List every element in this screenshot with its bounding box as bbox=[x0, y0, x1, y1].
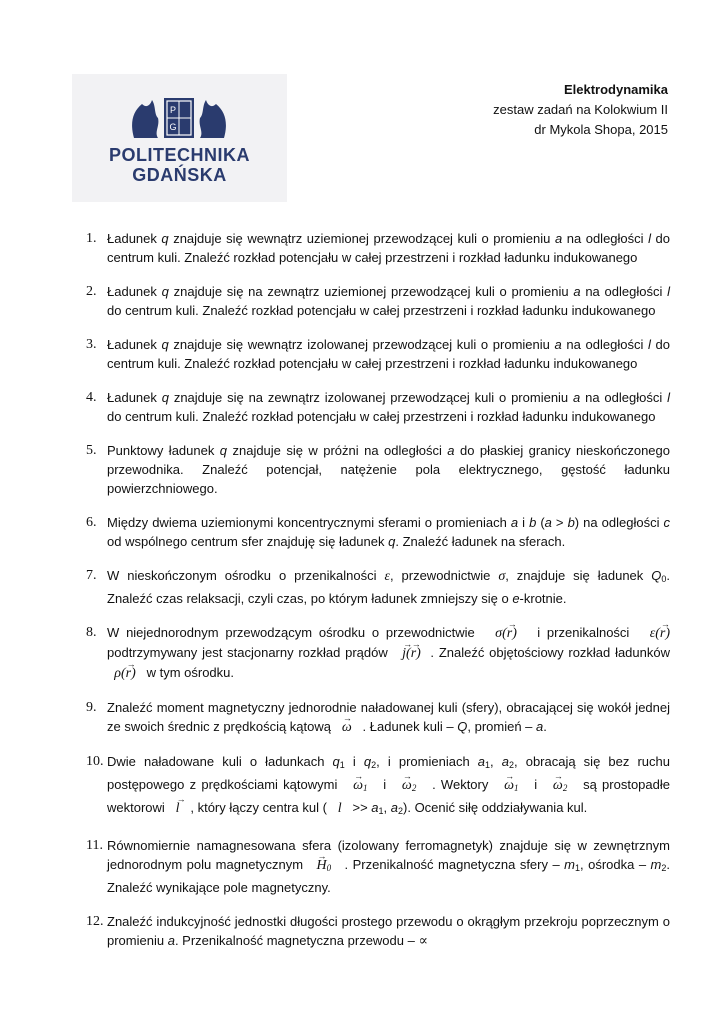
logo-emblem-icon bbox=[124, 94, 234, 144]
problem-item bbox=[86, 836, 670, 897]
problem-text: Znaleźć moment magnetyczny jednorodnie naładowanej kuli (sfery), obracającej się wokół jednej ze swoich średnic z prędkością kątową → ω . Ładunek kuli – Q, promień – a. bbox=[107, 698, 670, 737]
problem-text: Ładunek q znajduje się wewnątrz uziemionej przewodzącej kuli o promieniu a na odległości l do centrum kuli. Znaleźć rozkład potencjału w całej przestrzeni i rozkład ładunku indukowanego bbox=[107, 231, 670, 265]
problem-item bbox=[86, 441, 670, 498]
header-title: Elektrodynamika bbox=[563, 82, 668, 97]
problem-number: 5. bbox=[86, 443, 97, 458]
problem-item bbox=[86, 229, 670, 267]
problem-item bbox=[86, 912, 670, 951]
logo-line-1: POLITECHNIKA bbox=[109, 145, 250, 165]
problem-text: W nieskończonym ośrodku o przenikalności ε, przewodnictwie σ, znajduje się ładunek $Q_0$. Znaleźć czas relaksacji, czyli czas, po którym ładunek zmniejszy się o e-krotnie. bbox=[107, 568, 670, 606]
problem-text: Ładunek q znajduje się na zewnątrz izolowanej przewodzącej kuli o promieniu a na odległości l do centrum kuli. Znaleźć rozkład potencjału w całej przestrzeni i rozkład ładunku indukowanego bbox=[107, 390, 670, 424]
problem-text: Równomiernie namagnesowana sfera (izolowany ferromagnetyk) znajduje się w zewnętrznym jednorodnym polu magnetycznym → $H_0$ . Przenikalność magnetyczna sfery – $m_1$, ośrodka – $m_2$. Znaleźć wynikające pole magnetyczny. bbox=[107, 836, 670, 897]
svg-text:G: G bbox=[169, 122, 177, 132]
problem-number: 11. bbox=[86, 838, 103, 853]
problem-text: Ładunek q znajduje się wewnątrz izolowanej przewodzącej kuli o promieniu a na odległości l do centrum kuli. Znaleźć rozkład potencjału w całej przestrzeni i rozkład ładunku indukowanego bbox=[107, 337, 670, 371]
problem-item bbox=[86, 698, 670, 737]
university-logo bbox=[72, 74, 287, 202]
problem-item bbox=[86, 752, 670, 821]
logo-line-2: GDAŃSKA bbox=[132, 165, 227, 185]
document-header bbox=[493, 80, 668, 140]
problem-list bbox=[86, 229, 670, 951]
problem-text: Dwie naładowane kuli o ładunkach $q_1$ i $q_2$, i promieniach $a_1$, $a_2$, obracają się bez ruchu postępowego z prędkościami kątowymi → $\omega_1$ $i \to \omega_2$ . Wektory → $\omega_1$ $i \to \omega_2$ są prostopadłe wektorowi → l , który łączy centra kul ( $l >> a_1$, $a_2$). Ocenić siłę oddziaływania kul. bbox=[107, 752, 670, 821]
problem-number: 1. bbox=[86, 231, 97, 246]
problem-number: 6. bbox=[86, 515, 97, 530]
problem-item bbox=[86, 335, 670, 373]
problem-text: Znaleźć indukcyjność jednostki długości prostego przewodu o okrągłym przekroju poprzecznym o promieniu a. Przenikalność magnetyczna przewodu – ∝ bbox=[107, 914, 670, 949]
problem-number: 3. bbox=[86, 337, 97, 352]
problem-text: Punktowy ładunek q znajduje się w próżni na odległości a do płaskiej granicy nieskończonego przewodnika. Znaleźć potencjał, natężenie pola elektrycznego, gęstość ładunku powierzchniowego. bbox=[107, 443, 670, 496]
problem-number: 9. bbox=[86, 700, 97, 715]
problem-text: Między dwiema uziemionymi koncentrycznymi sferami o promieniach a i b (a > b) na odległości c od wspólnego centrum sfer znajduję się ładunek q. Znaleźć ładunek na sferach. bbox=[107, 515, 670, 549]
problem-item bbox=[86, 388, 670, 426]
problem-text: W niejednorodnym przewodzącym ośrodku o przewodnictwie σ(→ r) i przenikalności ε(→ r) podtrzymywany jest stacjonarny rozkład prądów → j(→ r) . Znaleźć objętościowy rozkład ładunków ρ(→ r) w tym ośrodku. bbox=[107, 623, 670, 683]
svg-text:P: P bbox=[169, 105, 177, 115]
problem-number: 7. bbox=[86, 568, 97, 583]
problem-number: 10. bbox=[86, 754, 104, 769]
problem-item bbox=[86, 623, 670, 683]
header-subtitle: zestaw zadań na Kolokwium II bbox=[493, 102, 668, 117]
problem-number: 4. bbox=[86, 390, 97, 405]
problem-text: Ładunek q znajduje się na zewnątrz uziemionej przewodzącej kuli o promieniu a na odległości l do centrum kuli. Znaleźć rozkład potencjału w całej przestrzeni i rozkład ładunku indukowanego bbox=[107, 284, 670, 318]
problem-item bbox=[86, 282, 670, 320]
problem-number: 8. bbox=[86, 625, 97, 640]
problem-number: 2. bbox=[86, 284, 97, 299]
problem-number: 12. bbox=[86, 914, 104, 929]
problem-item bbox=[86, 513, 670, 551]
problem-item bbox=[86, 566, 670, 608]
header-author: dr Mykola Shopa, 2015 bbox=[534, 122, 668, 137]
